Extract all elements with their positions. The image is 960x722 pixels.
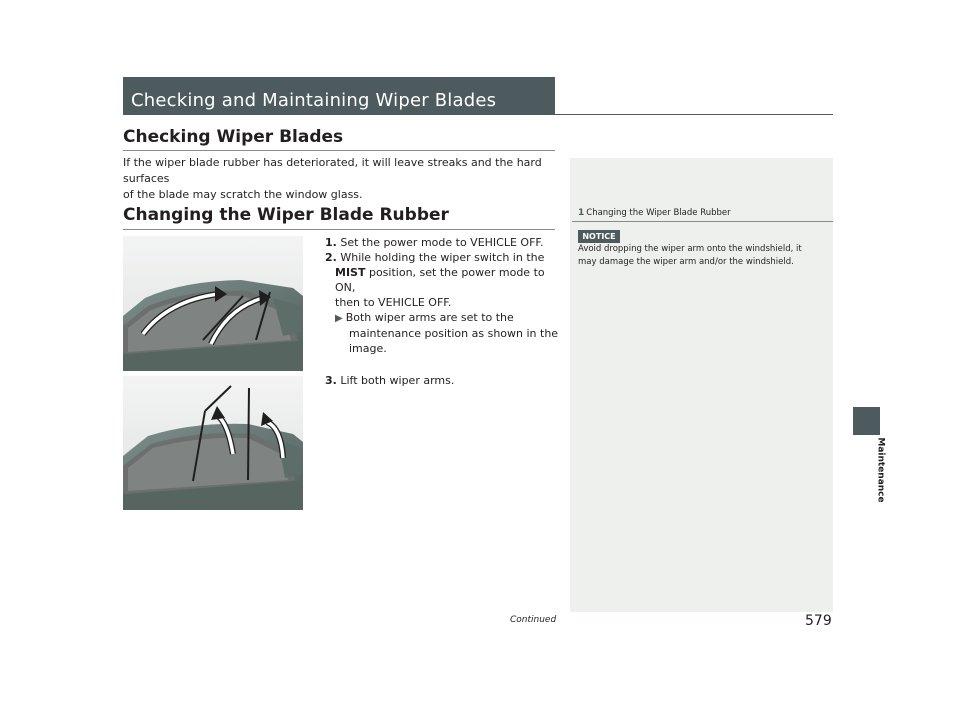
step-2-number: 2. [325, 251, 337, 264]
step-2-sub-line: image. [349, 342, 387, 355]
step-2-line: While holding the wiper switch in the [340, 251, 545, 264]
checking-heading-rule [123, 150, 555, 151]
side-note-marker: 1 [578, 208, 585, 218]
wiper-maintenance-position-illustration [123, 236, 303, 371]
maintenance-tab[interactable] [853, 407, 880, 435]
side-note-title-text: Changing the Wiper Blade Rubber [586, 208, 731, 218]
section-title-bar [123, 77, 555, 115]
side-note-panel [570, 158, 833, 612]
header-rule [123, 114, 833, 115]
notice-text-line: may damage the wiper arm and/or the windshield. [578, 257, 794, 267]
step-2-line: position, set the power mode to ON, [335, 266, 545, 294]
changing-heading: Changing the Wiper Blade Rubber [123, 205, 449, 225]
step-3-text: Lift both wiper arms. [340, 374, 455, 387]
continued-label: Continued [510, 615, 557, 625]
side-note-rule [572, 221, 833, 222]
notice-text [578, 243, 828, 269]
step-1-text: Set the power mode to VEHICLE OFF. [340, 236, 544, 249]
checking-paragraph-line: If the wiper blade rubber has deteriorated, it will leave streaks and the hard surfaces [123, 156, 542, 185]
step-1 [325, 235, 555, 250]
section-title: Checking and Maintaining Wiper Blades [131, 89, 497, 111]
step-2 [325, 250, 560, 356]
lift-wiper-arms-figure [123, 376, 303, 510]
notice-badge: NOTICE [578, 230, 620, 243]
notice-text-line: Avoid dropping the wiper arm onto the windshield, it [578, 244, 802, 254]
step-2-sub-line: maintenance position as shown in the [349, 327, 559, 340]
side-note-title [578, 208, 731, 218]
step-2-line: then to VEHICLE OFF. [335, 296, 452, 309]
step-3 [325, 373, 555, 388]
step-2-sub-line: Both wiper arms are set to the [345, 311, 514, 324]
checking-paragraph-line: of the blade may scratch the window glass. [123, 188, 363, 201]
step-3-number: 3. [325, 374, 337, 387]
wiper-maintenance-position-figure [123, 236, 303, 371]
step-1-number: 1. [325, 236, 337, 249]
checking-heading: Checking Wiper Blades [123, 127, 344, 147]
changing-heading-rule [123, 229, 555, 230]
mist-label: MIST [335, 266, 366, 279]
lift-wiper-arms-illustration [123, 376, 303, 510]
triangle-right-icon: ▶ [335, 313, 343, 324]
page-number: 579 [805, 613, 832, 629]
checking-paragraph [123, 155, 563, 203]
maintenance-tab-label: Maintenance [875, 437, 886, 503]
